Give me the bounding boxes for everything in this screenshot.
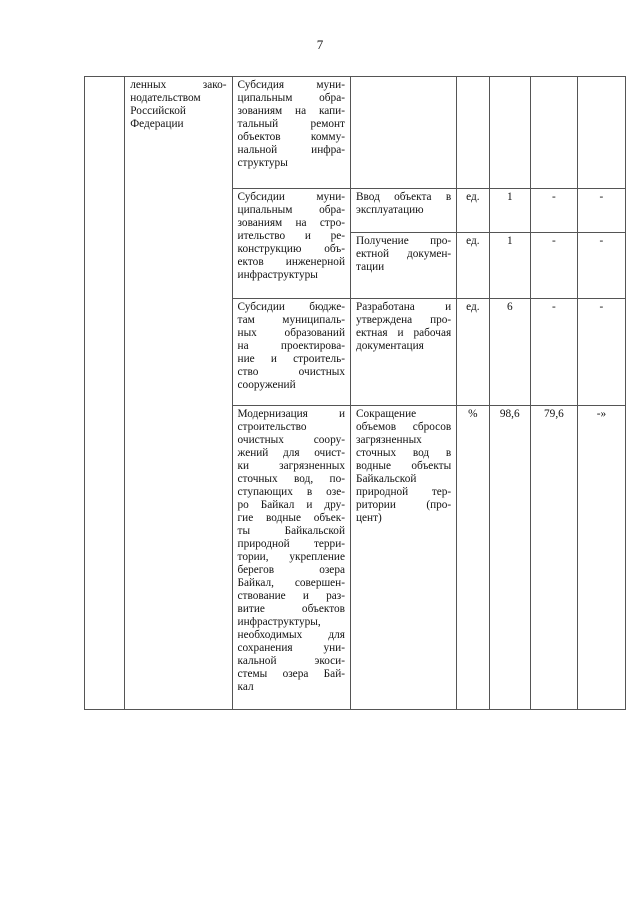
- text-line: витие объектов: [237, 603, 345, 615]
- text-line: нальной инфра-: [237, 144, 345, 156]
- text-line: ектов инженерной: [237, 256, 345, 268]
- text-line: Получение про-: [356, 235, 452, 247]
- measure-cell: [232, 189, 350, 299]
- text-line: ных образований: [237, 327, 345, 339]
- value-cell-3: -»: [577, 406, 625, 710]
- text-line: Байкал, совершен-: [237, 577, 345, 589]
- text-line: Субсидии муни-: [237, 191, 345, 203]
- text-line: цент): [356, 512, 382, 524]
- value-cell-3: -: [577, 233, 625, 299]
- measure-cell: [232, 406, 350, 710]
- text-line: ствование и раз-: [237, 590, 345, 602]
- unit-cell: ед.: [457, 233, 489, 299]
- text-line: ние и строитель-: [237, 353, 345, 365]
- measure-cell: [232, 299, 350, 406]
- text-line: Разработана и: [356, 301, 452, 313]
- value-cell-1: 6: [489, 299, 530, 406]
- text-line: сооружений: [237, 379, 296, 391]
- text-line: ектной докумен-: [356, 248, 452, 260]
- text-line: Ввод объекта в: [356, 191, 452, 203]
- text-line: зованиям на стро-: [237, 217, 345, 229]
- text-line: документация: [356, 340, 424, 352]
- text-line: природной терри-: [237, 538, 345, 550]
- text-line: водные объекты: [356, 460, 452, 472]
- text-line: ки загрязненных: [237, 460, 345, 472]
- text-line: берегов озера: [237, 564, 345, 576]
- unit-cell: [457, 77, 489, 189]
- text-line: сохранения уни-: [237, 642, 345, 654]
- text-line: ительство и ре-: [237, 230, 345, 242]
- text-line: на проектирова-: [237, 340, 345, 352]
- text-line: очистных соору-: [237, 434, 345, 446]
- measure-cell: [232, 77, 350, 189]
- indicator-cell: [351, 189, 457, 233]
- page-number: 7: [316, 37, 324, 52]
- text-line: ектная и рабочая: [356, 327, 452, 339]
- text-line: необходимых для: [237, 629, 345, 641]
- text-line: Модернизация и: [237, 408, 345, 420]
- unit-cell: ед.: [457, 189, 489, 233]
- text-line: ципальным обра-: [237, 92, 345, 104]
- text-line: Федерации: [130, 118, 184, 130]
- text-line: кальной экоси-: [237, 655, 345, 667]
- value-cell-3: [577, 77, 625, 189]
- text-line: объектов комму-: [237, 131, 345, 143]
- text-line: объемов сбросов: [356, 421, 452, 433]
- text-line: тации: [356, 261, 385, 273]
- text-line: ро Байкал и дру-: [237, 499, 345, 511]
- empty-cell-left: [85, 77, 125, 710]
- text-line: утверждена про-: [356, 314, 452, 326]
- unit-cell: ед.: [457, 299, 489, 406]
- text-line: природной тер-: [356, 486, 452, 498]
- value-cell-1: [489, 77, 530, 189]
- text-line: тории, укрепление: [237, 551, 345, 563]
- value-cell-1: 1: [489, 189, 530, 233]
- text-line: строительство: [237, 421, 307, 433]
- text-line: ритории (про-: [356, 499, 452, 511]
- table-row: [85, 77, 626, 189]
- text-line: жений для очист-: [237, 447, 345, 459]
- text-line: ступающих в озе-: [237, 486, 345, 498]
- text-line: инфраструктуры: [237, 269, 318, 281]
- value-cell-3: -: [577, 299, 625, 406]
- value-cell-1: 1: [489, 233, 530, 299]
- text-line: там муниципаль-: [237, 314, 345, 326]
- text-line: загрязненных: [356, 434, 422, 446]
- text-line: ципальным обра-: [237, 204, 345, 216]
- value-cell-2: 79,6: [530, 406, 577, 710]
- text-line: конструкцию объ-: [237, 243, 345, 255]
- text-line: ленных зако-: [130, 79, 227, 91]
- text-line: инфраструктуры,: [237, 616, 321, 628]
- text-line: Сокращение: [356, 408, 417, 420]
- text-line: гие водные объек-: [237, 512, 345, 524]
- text-line: ты Байкальской: [237, 525, 345, 537]
- value-cell-2: [530, 77, 577, 189]
- text-line: нодательством: [130, 92, 201, 104]
- table-body: [85, 77, 626, 710]
- text-line: сточных вод, по-: [237, 473, 345, 485]
- text-line: ство очистных: [237, 366, 345, 378]
- text-line: стемы озера Бай-: [237, 668, 345, 680]
- value-cell-3: -: [577, 189, 625, 233]
- text-line: Байкальской: [356, 473, 417, 485]
- unit-cell: %: [457, 406, 489, 710]
- document-table: [84, 76, 626, 710]
- text-line: сточных вод в: [356, 447, 452, 459]
- value-cell-2: -: [530, 189, 577, 233]
- text-line: Субсидии бюдже-: [237, 301, 345, 313]
- law-cell: [125, 77, 232, 710]
- text-line: зованиям на капи-: [237, 105, 345, 117]
- text-line: Субсидия муни-: [237, 79, 345, 91]
- value-cell-1: 98,6: [489, 406, 530, 710]
- text-line: тальный ремонт: [237, 118, 345, 130]
- indicator-cell: [351, 233, 457, 299]
- text-line: кал: [237, 681, 254, 693]
- value-cell-2: -: [530, 299, 577, 406]
- indicator-cell: [351, 299, 457, 406]
- text-line: Российской: [130, 105, 186, 117]
- value-cell-2: -: [530, 233, 577, 299]
- text-line: структуры: [237, 157, 288, 169]
- text-line: эксплуатацию: [356, 204, 424, 216]
- indicator-cell: [351, 77, 457, 189]
- indicator-cell: [351, 406, 457, 710]
